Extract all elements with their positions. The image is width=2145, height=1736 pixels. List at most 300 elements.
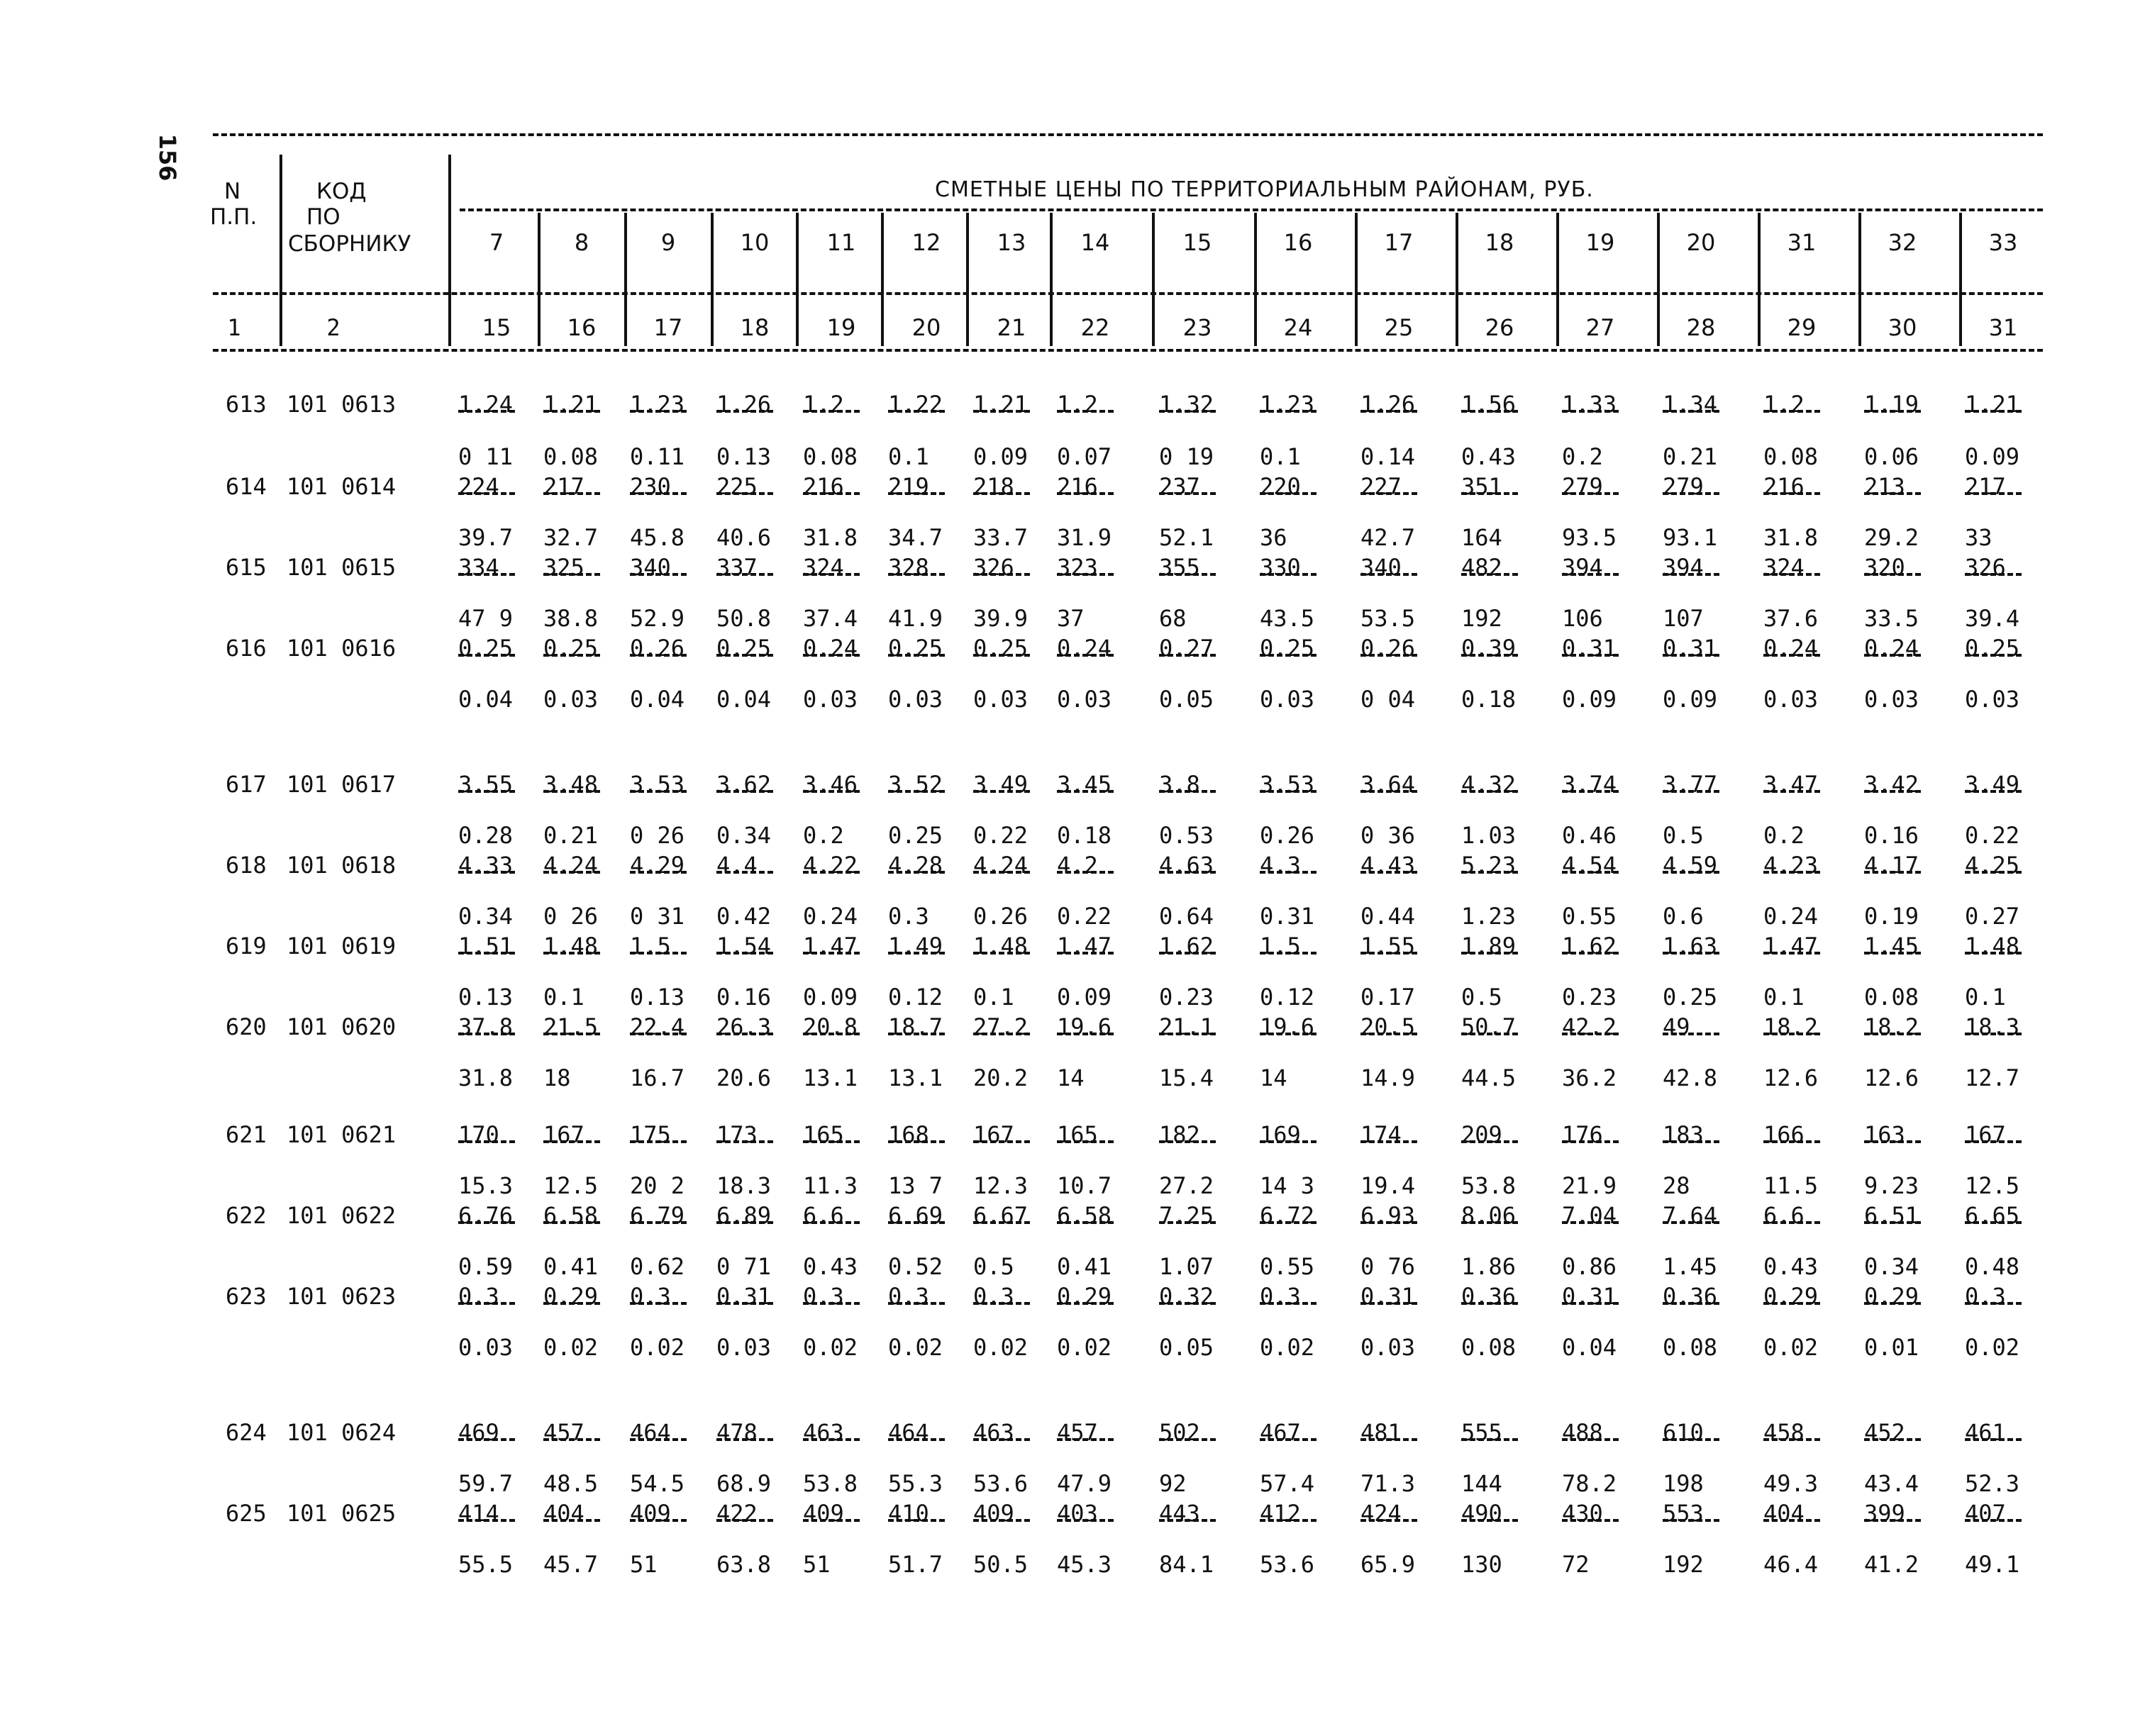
fraction-bar: [1864, 1438, 1921, 1441]
fraction-bar: [1864, 871, 1921, 874]
table-cell: 1.07: [1159, 1253, 1214, 1280]
table-cell: 0.5: [1461, 984, 1502, 1011]
table-cell: 0.86: [1562, 1253, 1617, 1280]
table-cell: 0.25: [888, 635, 943, 662]
fraction-bar: [630, 1140, 687, 1143]
table-cell: 355: [1159, 554, 1200, 581]
fraction-bar: [1159, 1033, 1216, 1035]
table-cell: 4.3: [1260, 852, 1301, 879]
table-cell: 0.31: [1562, 635, 1617, 662]
table-cell: 0.2: [1763, 822, 1805, 849]
fraction-bar: [716, 1302, 773, 1305]
table-cell: 20.5: [1360, 1013, 1416, 1040]
table-cell: 12.7: [1965, 1064, 2020, 1091]
table-cell: 167: [1965, 1121, 2006, 1148]
table-cell: 0.21: [1663, 443, 1718, 470]
table-cell: 13.1: [888, 1064, 943, 1091]
table-cell: 1.23: [1260, 391, 1315, 418]
row-number: 622: [226, 1202, 267, 1229]
table-cell: 1.47: [1763, 933, 1819, 959]
table-cell: 0.3: [1260, 1283, 1301, 1310]
table-cell: 0.24: [1864, 635, 1919, 662]
district-header-9: 9: [660, 229, 676, 256]
fraction-bar: [543, 1519, 600, 1522]
table-cell: 0.01: [1864, 1334, 1919, 1361]
col-number-30: 30: [1888, 314, 1917, 341]
table-cell: 167: [973, 1121, 1014, 1148]
table-cell: 6.76: [458, 1202, 514, 1229]
table-cell: 0.1: [973, 984, 1014, 1011]
table-cell: 0.08: [1864, 984, 1919, 1011]
col-separator-13: [1657, 213, 1660, 346]
fraction-bar: [458, 410, 515, 413]
table-cell: 1.23: [1461, 903, 1517, 930]
fraction-bar: [803, 1302, 860, 1305]
table-cell: 166: [1763, 1121, 1805, 1148]
table-cell: 20.8: [803, 1013, 858, 1040]
table-cell: 0.06: [1864, 443, 1919, 470]
col-number-2: 2: [326, 314, 340, 341]
table-cell: 45.7: [543, 1551, 599, 1578]
col-separator-10: [1355, 213, 1358, 346]
table-cell: 0.02: [1763, 1334, 1819, 1361]
table-top-rule: [213, 133, 2043, 136]
table-cell: 0.02: [1057, 1334, 1112, 1361]
fraction-bar: [973, 654, 1030, 657]
fraction-bar: [803, 1221, 860, 1224]
district-header-8: 8: [574, 229, 589, 256]
fraction-bar: [1663, 871, 1719, 874]
district-header-20: 20: [1686, 229, 1716, 256]
table-cell: 216: [803, 473, 844, 500]
table-cell: 1.21: [973, 391, 1029, 418]
fraction-bar: [1663, 1140, 1719, 1143]
table-cell: 12.5: [543, 1172, 599, 1199]
table-cell: 13 7: [888, 1172, 943, 1199]
table-cell: 21.5: [543, 1013, 599, 1040]
fraction-bar: [1159, 492, 1216, 495]
table-cell: 0.1: [1260, 443, 1301, 470]
row-number: 620: [226, 1013, 267, 1040]
table-cell: 3.53: [1260, 771, 1315, 798]
table-cell: 0.23: [1159, 984, 1214, 1011]
fraction-bar: [716, 1519, 773, 1522]
table-cell: 464: [630, 1419, 671, 1446]
district-header-15: 15: [1182, 229, 1212, 256]
fraction-bar: [716, 573, 773, 576]
table-cell: 430: [1562, 1500, 1603, 1527]
table-cell: 0.25: [543, 635, 599, 662]
table-cell: 463: [803, 1419, 844, 1446]
fraction-bar: [1260, 1033, 1317, 1035]
fraction-bar: [1965, 410, 2022, 413]
table-cell: 6 69: [888, 1202, 943, 1229]
table-cell: 404: [543, 1500, 584, 1527]
fraction-bar: [1461, 1438, 1518, 1441]
table-cell: 1.21: [1965, 391, 2020, 418]
table-cell: 13.1: [803, 1064, 858, 1091]
table-cell: 71.3: [1360, 1470, 1416, 1497]
row-number: 621: [226, 1121, 267, 1148]
district-header-17: 17: [1384, 229, 1414, 256]
table-cell: 0.24: [803, 903, 858, 930]
fraction-bar: [1057, 410, 1114, 413]
table-cell: 48.5: [543, 1470, 599, 1497]
table-title: СМЕТНЫЕ ЦЕНЫ ПО ТЕРРИТОРИАЛЬНЫМ РАЙОНАМ, РУБ.: [935, 177, 1594, 202]
table-cell: 22.4: [630, 1013, 685, 1040]
col-separator-4: [796, 213, 799, 346]
table-cell: 0.05: [1159, 1334, 1214, 1361]
col-number-24: 24: [1283, 314, 1313, 341]
row-code: 101 0615: [287, 554, 397, 581]
fraction-bar: [1864, 573, 1921, 576]
table-cell: 39.4: [1965, 605, 2020, 632]
table-cell: 0.25: [888, 822, 943, 849]
table-cell: 0.41: [1057, 1253, 1112, 1280]
table-cell: 4.28: [888, 852, 943, 879]
fraction-bar: [1864, 654, 1921, 657]
fraction-bar: [1663, 573, 1719, 576]
fraction-bar: [803, 573, 860, 576]
table-cell: 51.7: [888, 1551, 943, 1578]
table-cell: 326: [973, 554, 1014, 581]
table-cell: 6.67: [973, 1202, 1029, 1229]
fraction-bar: [1763, 410, 1820, 413]
table-cell: 337: [716, 554, 758, 581]
table-cell: 72: [1562, 1551, 1590, 1578]
table-cell: 175: [630, 1121, 671, 1148]
table-cell: 0.64: [1159, 903, 1214, 930]
col-separator-0: [448, 155, 451, 346]
fraction-bar: [888, 1302, 945, 1305]
table-cell: 0.16: [716, 984, 772, 1011]
district-header-11: 11: [826, 229, 856, 256]
fraction-bar: [1461, 790, 1518, 793]
fraction-bar: [1663, 492, 1719, 495]
table-cell: 0.03: [973, 686, 1029, 713]
table-cell: 19.6: [1260, 1013, 1315, 1040]
table-cell: 0.22: [1057, 903, 1112, 930]
fraction-bar: [1360, 1221, 1417, 1224]
table-cell: 325: [543, 554, 584, 581]
table-cell: 0 26: [543, 903, 599, 930]
fraction-bar: [888, 1438, 945, 1441]
fraction-bar: [1763, 790, 1820, 793]
table-cell: 1.54: [716, 933, 772, 959]
fraction-bar: [543, 790, 600, 793]
fraction-bar: [1057, 871, 1114, 874]
fraction-bar: [1057, 492, 1114, 495]
table-cell: 502: [1159, 1419, 1200, 1446]
table-cell: 0.3: [458, 1283, 499, 1310]
table-cell: 0.53: [1159, 822, 1214, 849]
col-number-23: 23: [1182, 314, 1212, 341]
table-cell: 106: [1562, 605, 1603, 632]
table-cell: 32.7: [543, 524, 599, 551]
fraction-bar: [1965, 1140, 2022, 1143]
fraction-bar: [1159, 1221, 1216, 1224]
fraction-bar: [543, 1221, 600, 1224]
table-cell: 0.13: [630, 984, 685, 1011]
table-cell: 53.5: [1360, 605, 1416, 632]
table-cell: 55.5: [458, 1551, 514, 1578]
table-cell: 163: [1864, 1121, 1905, 1148]
table-cell: 469: [458, 1419, 499, 1446]
table-cell: 0.17: [1360, 984, 1416, 1011]
table-cell: 0.09: [1562, 686, 1617, 713]
table-cell: 3.42: [1864, 771, 1919, 798]
fraction-bar: [1965, 1438, 2022, 1441]
fraction-bar: [1763, 654, 1820, 657]
table-cell: 324: [1763, 554, 1805, 581]
row-number: 625: [226, 1500, 267, 1527]
table-cell: 49.3: [1763, 1470, 1819, 1497]
fraction-bar: [1763, 1438, 1820, 1441]
table-cell: 1.62: [1562, 933, 1617, 959]
table-cell: 0.03: [1057, 686, 1112, 713]
table-cell: 1.03: [1461, 822, 1517, 849]
table-cell: 0.03: [803, 686, 858, 713]
fraction-bar: [1360, 492, 1417, 495]
table-cell: 0.19: [1864, 903, 1919, 930]
col-separator-2: [624, 213, 627, 346]
fraction-bar: [1260, 492, 1317, 495]
fraction-bar: [543, 952, 600, 955]
table-cell: 0.62: [630, 1253, 685, 1280]
page-number: 156: [154, 133, 181, 182]
table-cell: 21.1: [1159, 1013, 1214, 1040]
table-cell: 0.04: [630, 686, 685, 713]
table-cell: 4.43: [1360, 852, 1416, 879]
table-cell: 18.2: [1763, 1013, 1819, 1040]
fraction-bar: [888, 871, 945, 874]
table-cell: 44.5: [1461, 1064, 1517, 1091]
table-cell: 3 52: [888, 771, 943, 798]
table-cell: 0.21: [543, 822, 599, 849]
table-cell: 39.9: [973, 605, 1029, 632]
fraction-bar: [973, 410, 1030, 413]
table-cell: 9.23: [1864, 1172, 1919, 1199]
table-cell: 3.77: [1663, 771, 1718, 798]
table-cell: 0.27: [1159, 635, 1214, 662]
col-number-22: 22: [1080, 314, 1110, 341]
table-cell: 4.63: [1159, 852, 1214, 879]
row-number: 623: [226, 1283, 267, 1310]
table-cell: 0.32: [1159, 1283, 1214, 1310]
table-cell: 11.3: [803, 1172, 858, 1199]
fraction-bar: [888, 790, 945, 793]
table-cell: 0.25: [1260, 635, 1315, 662]
table-cell: 0.3: [630, 1283, 671, 1310]
row-number: 613: [226, 391, 267, 418]
table-cell: 20 2: [630, 1172, 685, 1199]
table-cell: 394: [1562, 554, 1603, 581]
table-cell: 6.89: [716, 1202, 772, 1229]
col-separator-9: [1254, 213, 1257, 346]
fraction-bar: [1864, 410, 1921, 413]
fraction-bar: [716, 1221, 773, 1224]
table-cell: 18.3: [1965, 1013, 2020, 1040]
fraction-bar: [1562, 1438, 1619, 1441]
district-header-10: 10: [740, 229, 770, 256]
table-cell: 12.6: [1763, 1064, 1819, 1091]
table-cell: 4.4: [716, 852, 758, 879]
table-cell: 0.04: [458, 686, 514, 713]
table-cell: 0.34: [716, 822, 772, 849]
col-separator-6: [966, 213, 969, 346]
fraction-bar: [458, 492, 515, 495]
fraction-bar: [458, 1140, 515, 1143]
row-code: 101 0614: [287, 473, 397, 500]
table-cell: 328: [888, 554, 929, 581]
table-cell: 53.8: [1461, 1172, 1517, 1199]
fraction-bar: [1260, 1140, 1317, 1143]
table-cell: 279: [1562, 473, 1603, 500]
table-cell: 52.9: [630, 605, 685, 632]
col-number-31: 31: [1988, 314, 2018, 341]
table-cell: 0.1: [1763, 984, 1805, 1011]
table-cell: 65.9: [1360, 1551, 1416, 1578]
fraction-bar: [1159, 573, 1216, 576]
fraction-bar: [1663, 1438, 1719, 1441]
fraction-bar: [543, 654, 600, 657]
table-cell: 49.1: [1965, 1551, 2020, 1578]
table-cell: 0.29: [1864, 1283, 1919, 1310]
table-cell: 3.55: [458, 771, 514, 798]
table-cell: 1.23: [630, 391, 685, 418]
table-cell: 0.46: [1562, 822, 1617, 849]
table-cell: 0.44: [1360, 903, 1416, 930]
table-cell: 40.6: [716, 524, 772, 551]
fraction-bar: [630, 410, 687, 413]
table-cell: 323: [1057, 554, 1098, 581]
table-cell: 6.93: [1360, 1202, 1416, 1229]
fraction-bar: [888, 952, 945, 955]
table-cell: 0.27: [1965, 903, 2020, 930]
fraction-bar: [543, 410, 600, 413]
table-cell: 0.36: [1461, 1283, 1517, 1310]
table-cell: 0 76: [1360, 1253, 1416, 1280]
table-cell: 15.4: [1159, 1064, 1214, 1091]
table-cell: 340: [630, 554, 671, 581]
table-cell: 0.11: [630, 443, 685, 470]
row-code: 101 0623: [287, 1283, 397, 1310]
col-number-18: 18: [740, 314, 770, 341]
fraction-bar: [458, 573, 515, 576]
table-cell: 59.7: [458, 1470, 514, 1497]
district-header-16: 16: [1283, 229, 1313, 256]
table-cell: 422: [716, 1500, 758, 1527]
table-cell: 1.2: [1763, 391, 1805, 418]
table-cell: 0.31: [1663, 635, 1718, 662]
fraction-bar: [1260, 790, 1317, 793]
header-split-rule: [213, 292, 2043, 295]
table-cell: 53.8: [803, 1470, 858, 1497]
table-cell: 0.1: [1965, 984, 2006, 1011]
table-cell: 0.1: [888, 443, 929, 470]
row-number: 616: [226, 635, 267, 662]
row-code: 101 0624: [287, 1419, 397, 1446]
row-number: 614: [226, 473, 267, 500]
table-cell: 14: [1057, 1064, 1085, 1091]
table-cell: 403: [1057, 1500, 1098, 1527]
table-cell: 0.29: [1763, 1283, 1819, 1310]
table-cell: 0.25: [973, 635, 1029, 662]
fraction-bar: [1260, 410, 1317, 413]
fraction-bar: [1562, 492, 1619, 495]
table-cell: 6.65: [1965, 1202, 2020, 1229]
table-cell: 0.25: [716, 635, 772, 662]
table-cell: 0.36: [1663, 1283, 1718, 1310]
fraction-bar: [543, 1033, 600, 1035]
table-cell: 130: [1461, 1551, 1502, 1578]
fraction-bar: [1260, 1221, 1317, 1224]
table-cell: 0.26: [1260, 822, 1315, 849]
table-cell: 457: [1057, 1419, 1098, 1446]
fraction-bar: [716, 1033, 773, 1035]
fraction-bar: [1763, 1221, 1820, 1224]
fraction-bar: [1360, 790, 1417, 793]
table-cell: 0.6: [1663, 903, 1704, 930]
table-cell: 26.3: [716, 1013, 772, 1040]
table-cell: 407: [1965, 1500, 2006, 1527]
table-cell: 6.51: [1864, 1202, 1919, 1229]
district-header-31: 31: [1787, 229, 1817, 256]
table-cell: 0.09: [1965, 443, 2020, 470]
fraction-bar: [1763, 1302, 1820, 1305]
table-cell: 183: [1663, 1121, 1704, 1148]
table-cell: 1.24: [458, 391, 514, 418]
fraction-bar: [803, 1033, 860, 1035]
fraction-bar: [803, 492, 860, 495]
district-header-18: 18: [1485, 229, 1514, 256]
table-cell: 42.7: [1360, 524, 1416, 551]
table-cell: 1.63: [1663, 933, 1718, 959]
table-cell: 0.23: [1562, 984, 1617, 1011]
fraction-bar: [973, 1438, 1030, 1441]
fraction-bar: [716, 871, 773, 874]
table-cell: 488: [1562, 1419, 1603, 1446]
table-cell: 324: [803, 554, 844, 581]
table-cell: 0.25: [1965, 635, 2020, 662]
fraction-bar: [973, 871, 1030, 874]
col-code-header-3: СБОРНИКУ: [288, 231, 411, 257]
table-cell: 45.8: [630, 524, 685, 551]
table-cell: 1.5: [630, 933, 671, 959]
table-cell: 0.26: [1360, 635, 1416, 662]
col-separator-11: [1456, 213, 1458, 346]
col-number-16: 16: [567, 314, 597, 341]
table-cell: 192: [1663, 1551, 1704, 1578]
fraction-bar: [1260, 573, 1317, 576]
table-cell: 0.04: [716, 686, 772, 713]
table-cell: 340: [1360, 554, 1402, 581]
table-cell: 8.06: [1461, 1202, 1517, 1229]
fraction-bar: [1057, 1140, 1114, 1143]
row-code: 101 0616: [287, 635, 397, 662]
table-cell: 458: [1763, 1419, 1805, 1446]
table-cell: 219: [888, 473, 929, 500]
fraction-bar: [458, 654, 515, 657]
col-code-header-1: КОД: [316, 179, 367, 204]
table-cell: 0.43: [1461, 443, 1517, 470]
table-cell: 51: [803, 1551, 831, 1578]
table-cell: 52.1: [1159, 524, 1214, 551]
fraction-bar: [1260, 1519, 1317, 1522]
table-cell: 220: [1260, 473, 1301, 500]
fraction-bar: [1965, 1519, 2022, 1522]
col-separator-14: [1758, 213, 1761, 346]
